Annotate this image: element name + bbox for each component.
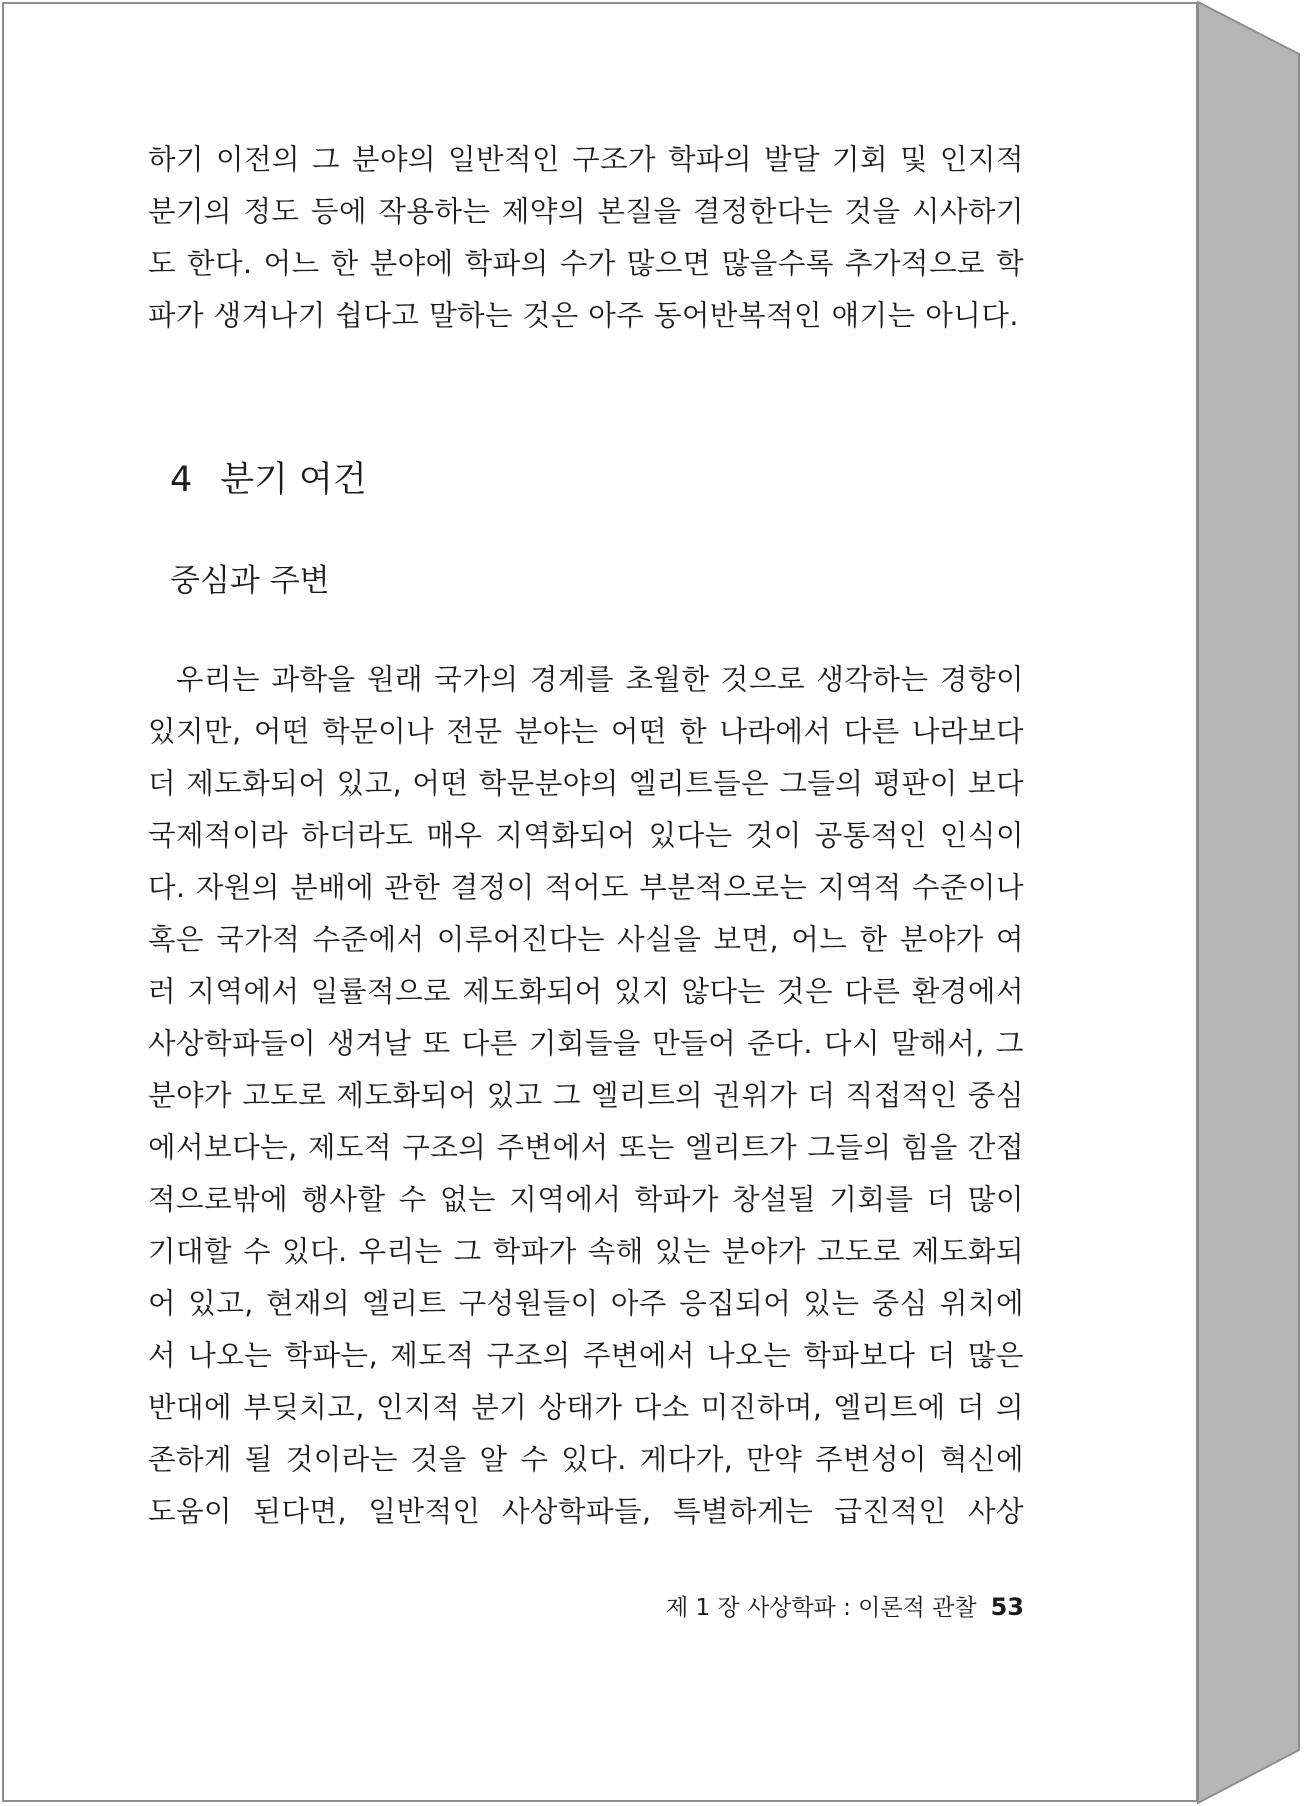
section-title: 분기 여건 — [220, 460, 367, 500]
body-paragraph: 우리는 과학을 원래 국가의 경계를 초월한 것으로 생각하는 경향이 있지만, 어떤 학문이나 전문 분야는 어떤 한 나라에서 다른 나라보다 더 제도화되어 있고, 어떤 학문분야의 엘리트들은 그들의 평판이 보다 국제적이라 하더라도 매우 지역화되어 있다는 것이 공통적인 인식이다. 자원의 분배에 관한 결정이 적어도 부분적으로는 지역적 수준이나 혹은 국가적 수준에서 이루어진다는 사실을 보면, 어느 한 분야가 여러 지역에서 일률적으로 제도화되어 있지 않다는 것은 다른 환경에서 사상학파들이 생겨날 또 다른 기회들을 만들어 준다. 다시 말해서, 그 분야가 고도로 제도화되어 있고 그 엘리트의 권위가 더 직접적인 중심에서보다는, 제도적 구조의 주변에서 또는 엘리트가 그들의 힘을 간접적으로밖에 행사할 수 없는 지역에서 학파가 창설될 기회를 더 많이 기대할 수 있다. 우리는 그 학파가 속해 있는 분야가 고도로 제도화되어 있고, 현재의 엘리트 구성원들이 아주 응집되어 있는 중심 위치에서 나오는 학파는, 제도적 구조의 주변에서 나오는 학파보다 더 많은 반대에 부딪치고, 인지적 분기 상태가 다소 미진하며, 엘리트에 더 의존하게 될 것이라는 것을 알 수 있다. 게다가, 만약 주변성이 혁신에 도움이 된다면, 일반적인 사상학파들, 특별하게는 급진적인 사상 — [148, 663, 1024, 1528]
section-heading — [170, 454, 367, 506]
running-head: 제 1 장 사상학파 : 이론적 관찰 — [665, 1595, 977, 1621]
section-number: 4 — [170, 460, 193, 500]
page-footer — [148, 1589, 1024, 1626]
body-text — [148, 654, 1024, 1538]
intro-paragraph: 하기 이전의 그 분야의 일반적인 구조가 학파의 발달 기회 및 인지적 분기의 정도 등에 작용하는 제약의 본질을 결정한다는 것을 시사하기도 한다. 어느 한 분야에 학파의 수가 많으면 많을수록 추가적으로 학파가 생겨나기 쉽다고 말하는 것은 아주 동어반복적인 얘기는 아니다. — [148, 143, 1024, 332]
page-number: 53 — [990, 1593, 1024, 1621]
page-content — [148, 134, 1024, 1528]
page-sheet — [2, 2, 1198, 1802]
subsection-heading: 중심과 주변 — [170, 563, 330, 599]
